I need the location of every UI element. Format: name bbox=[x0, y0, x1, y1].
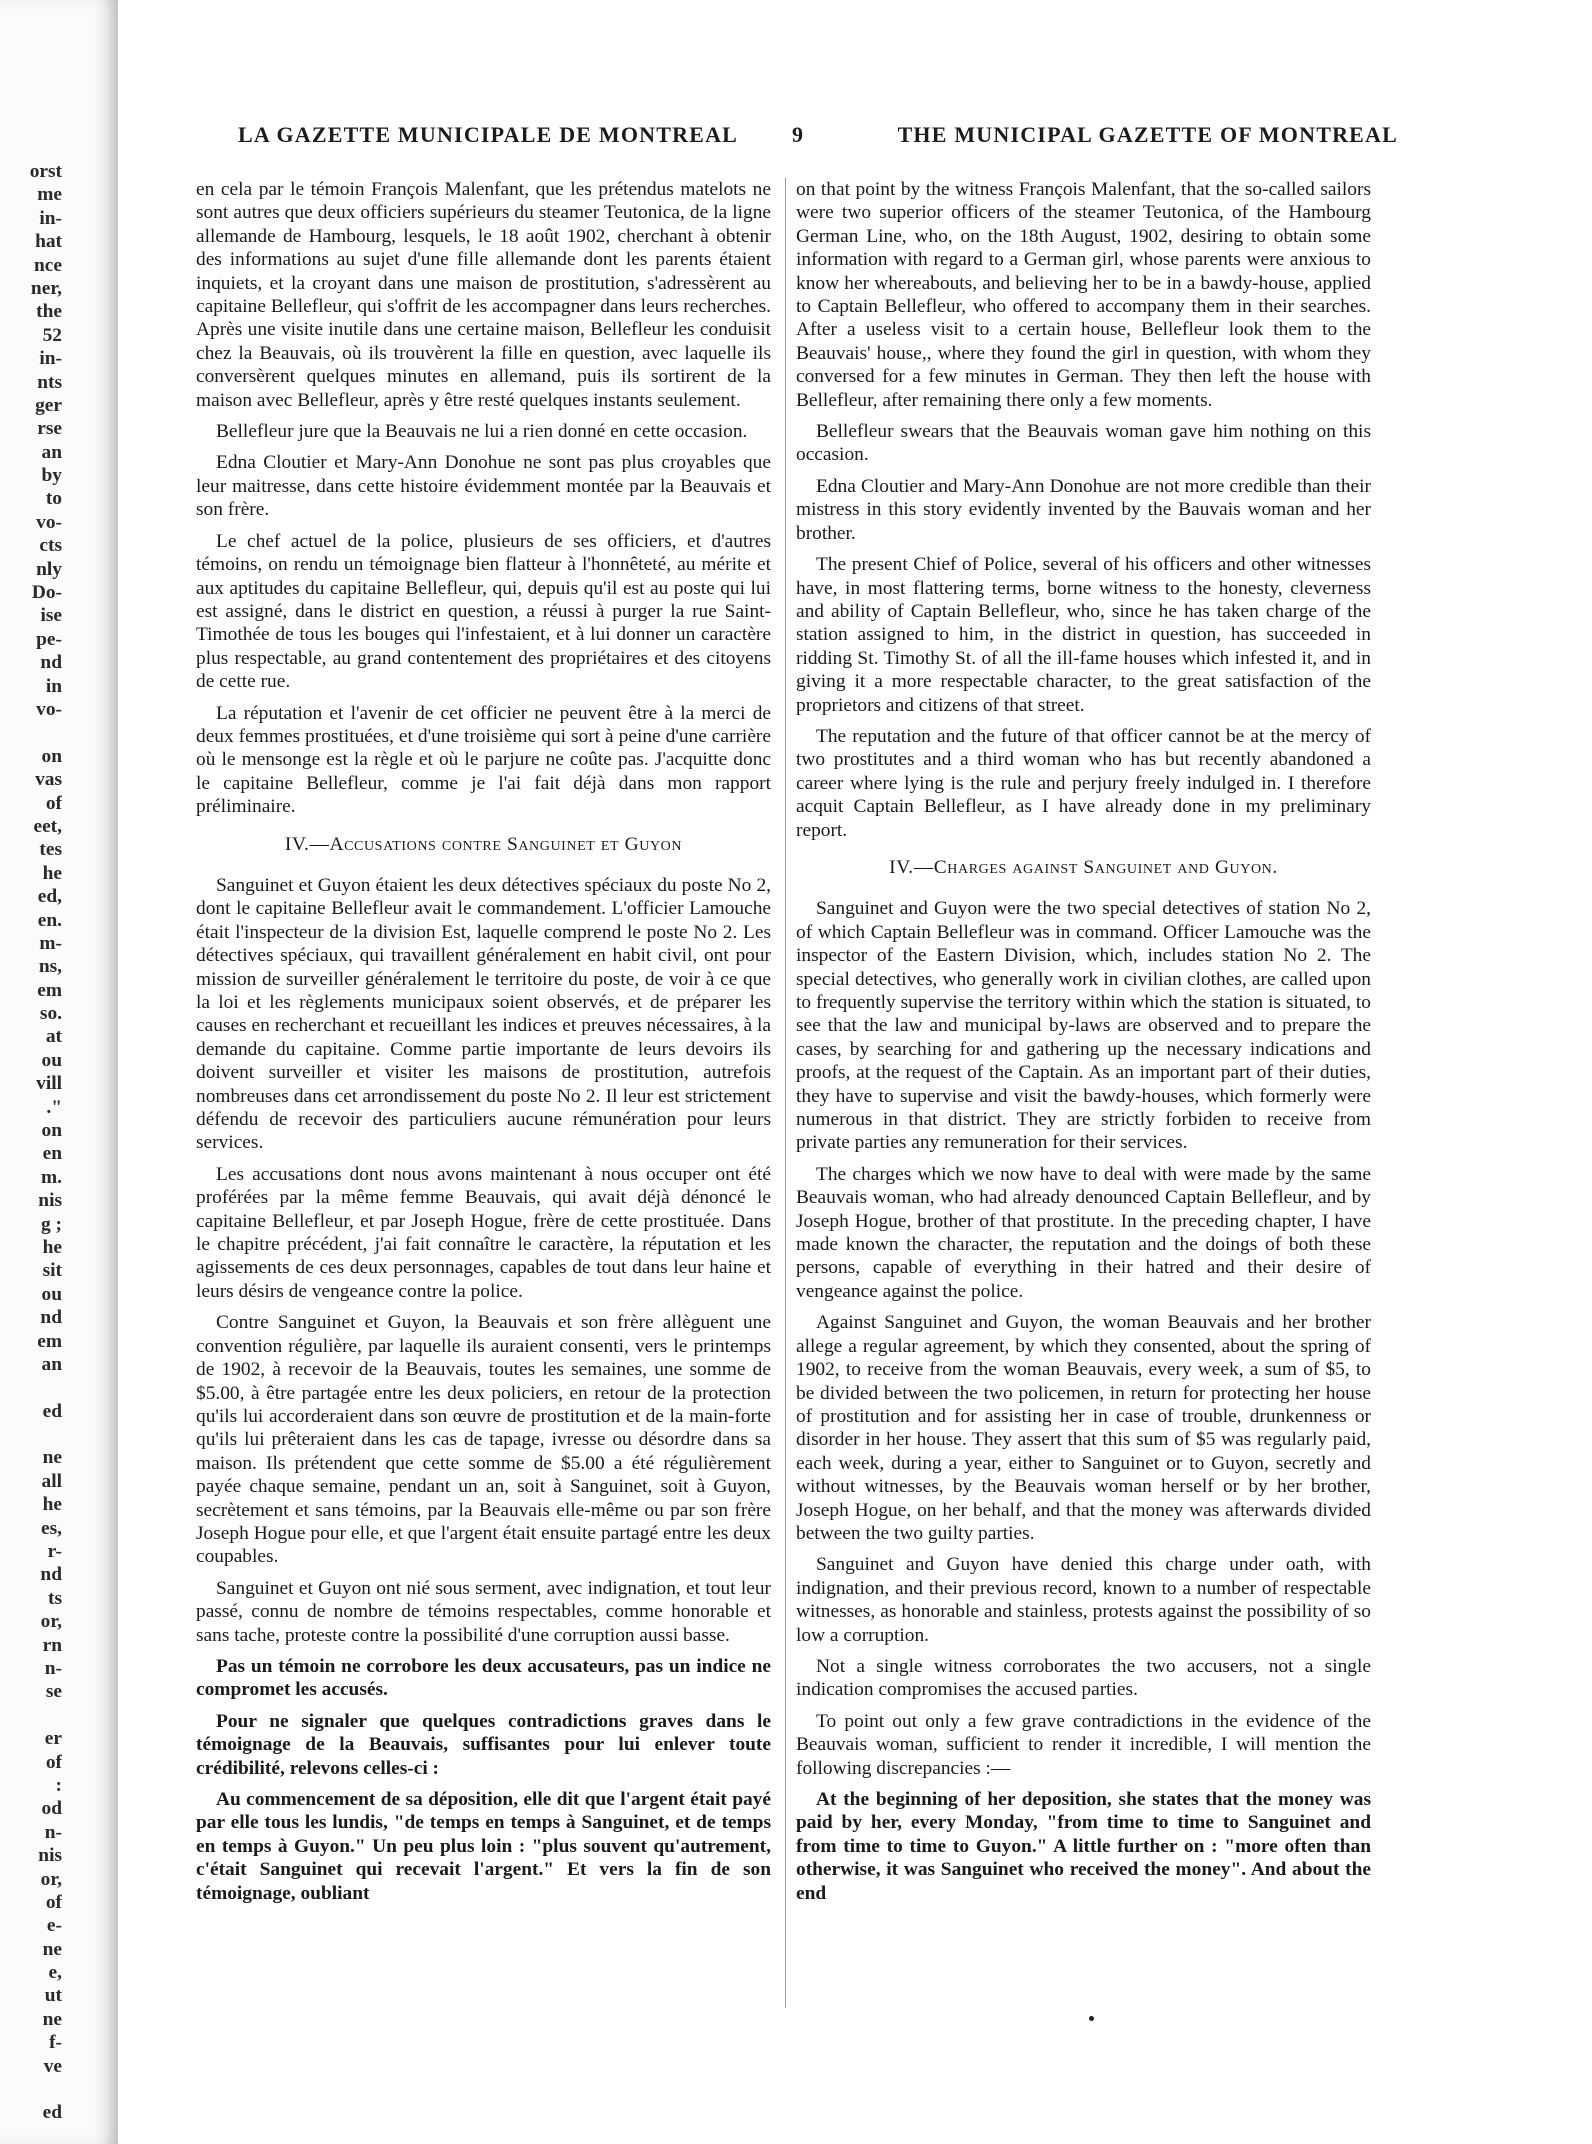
gutter-fragment: em bbox=[37, 979, 62, 1001]
gutter-fragment: ns, bbox=[38, 956, 62, 978]
paragraph: At the beginning of her deposition, she states that the money was paid by her, every Monday, "from time to time to Sanguinet and from time to time to Guyon." A little further on : "more often than otherwise, it was Sanguinet who received the money". And about the end bbox=[796, 1789, 1371, 1904]
gutter-fragment: in bbox=[45, 675, 62, 697]
gutter-fragment: he bbox=[42, 862, 62, 884]
gutter-fragment: : bbox=[55, 1774, 62, 1796]
gutter-fragment: he bbox=[42, 1494, 62, 1516]
gutter-fragment: nis bbox=[38, 1190, 62, 1212]
gutter-fragment: to bbox=[45, 488, 62, 510]
gutter-fragment: 52 bbox=[42, 324, 62, 346]
section-heading: IV.—Charges against Sanguinet and Guyon. bbox=[889, 856, 1278, 878]
gutter-fragment: nts bbox=[37, 371, 62, 393]
gutter-fragment: g ; bbox=[40, 1213, 62, 1235]
gutter-fragment: se bbox=[45, 1681, 62, 1703]
section-heading: IV.—Accusations contre Sanguinet et Guyon bbox=[284, 833, 683, 855]
gutter-fragment: ner, bbox=[30, 277, 62, 299]
gutter-fragment: of bbox=[45, 792, 62, 814]
paragraph: Sanguinet et Guyon étaient les deux détectives spéciaux du poste No 2, dont le capitaine Bellefleur avait le commandement. L'officier Lamouche était l'inspecteur de la division Est, laquelle comprend le poste No 2. Les détectives spéciaux, qui travaillent généralement en habit civil, ont pour mission de surveiller généralement le territoire du poste, de voir à ce que la loi et les règlements municipaux soient observés, et de préparer les causes en recherchant et recueillant les indices et preuves nécessaires, à la demande du capitaine. Comme partie importante de leurs devoirs ils doivent surveiller et visiter les maisons de prostitution, autrefois nombreuses dans cet arrondissement du poste No 2. Il leur est strictement défendu de recevoir des particuliers aucune rémunération pour leurs services. bbox=[196, 874, 771, 1154]
gutter-fragment: or, bbox=[40, 1868, 62, 1890]
gutter-fragment: od bbox=[41, 1798, 62, 1820]
paragraph: Edna Cloutier and Mary-Ann Donohue are not more credible than their mistress in this story evidently invented by the Bauvais woman and her brother. bbox=[796, 475, 1371, 544]
gutter-fragment: an bbox=[41, 441, 62, 463]
gutter-fragment: at bbox=[45, 1026, 62, 1048]
paragraph: Edna Cloutier et Mary-Ann Donohue ne sont pas plus croyables que leur maitresse, dans cette histoire évidemment montée par la Beauvais et son frère. bbox=[196, 452, 771, 521]
gutter-fragment: er bbox=[44, 1728, 62, 1750]
gutter-fragment: nly bbox=[36, 558, 62, 580]
paragraph: Contre Sanguinet et Guyon, la Beauvais et son frère allèguent une convention régulière, par laquelle ils auraient consenti, vers le printemps de 1902, à recevoir de la Beauvais, toutes les semaines, une somme de $5.00, à être partagée entre les deux policiers, en retour de la protection qu'ils lui accorderaient dans son œuvre de prostitution et de la main-forte qu'ils lui prêteraient dans les cas de tapage, ivresse ou désordre dans sa maison. Ils prétendent que cette somme de $5.00 a été régulièrement payée chaque semaine, pendant un an, soit à Sanguinet, soit à Guyon, secrètement et sans témoins, par la Beauvais elle-même ou par son frère Joseph Hogue pour elle, et que l'argent était ensuite partagé entre les deux coupables. bbox=[196, 1312, 771, 1568]
gutter-fragment: rn bbox=[42, 1634, 62, 1656]
gutter-fragment: in- bbox=[39, 207, 62, 229]
gutter-fragment: me bbox=[37, 184, 62, 206]
paragraph: The charges which we now have to deal with were made by the same Beauvais woman, who had already denounced Captain Bellefleur, and by Joseph Hogue, brother of that prostitute. In the preceding chapter, I have made known the character, the reputation and the doings of both these persons, capable of everything in their hatred and their desire of vengeance against the police. bbox=[796, 1163, 1371, 1302]
gutter-fragment: vill bbox=[36, 1073, 62, 1095]
gutter-fragment: hat bbox=[35, 231, 62, 253]
gutter-fragment: sit bbox=[42, 1260, 62, 1282]
gutter-fragment: orst bbox=[29, 161, 62, 182]
gutter-fragment: en. bbox=[37, 909, 62, 931]
gutter-fragment: nd bbox=[40, 652, 62, 674]
gutter-fragment: or, bbox=[40, 1611, 62, 1633]
gutter-fragment: vo- bbox=[36, 511, 62, 533]
paragraph: To point out only a few grave contradictions in the evidence of the Beauvais woman, sufficient to render it incredible, I will mention the following discrepancies :— bbox=[796, 1710, 1371, 1779]
header-title-french: LA GAZETTE MUNICIPALE DE MONTREAL bbox=[238, 122, 739, 147]
gutter-fragment: Do- bbox=[31, 582, 62, 604]
paragraph: La réputation et l'avenir de cet officier ne peuvent être à la merci de deux femmes prostituées, et d'une troisième qui sort à peine d'une carrière où le mensonge est la règle et où le parjure ne coûte pas. J'acquitte donc le capitaine Bellefleur, comme je l'ai fait déjà dans mon rapport préliminaire. bbox=[196, 702, 771, 818]
gutter-fragment: vo- bbox=[36, 698, 62, 720]
paragraph: Sanguinet and Guyon have denied this charge under oath, with indignation, and their previous record, known to a number of respectable witnesses, as honorable and stainless, protests against the possibility of so low a corruption. bbox=[796, 1554, 1371, 1646]
gutter-fragment: ed bbox=[42, 2102, 62, 2124]
gutter-fragment: ou bbox=[41, 1283, 62, 1305]
gutter-fragment: r- bbox=[47, 1541, 62, 1563]
gutter-fragment: ise bbox=[40, 605, 62, 627]
paragraph: Au commencement de sa déposition, elle dit que l'argent était payé par elle tous les lundis, "de temps en temps à Sanguinet, et de temps en temps à Guyon." Un peu plus loin : "plus souvent qu'autrement, c'était Sanguinet qui recevait l'argent." Et vers la fin de son témoignage, oubliant bbox=[196, 1789, 771, 1904]
gutter-fragment: e- bbox=[46, 1915, 62, 1937]
gutter-fragment: ne bbox=[42, 1938, 62, 1960]
gutter-fragment: all bbox=[41, 1470, 62, 1492]
gutter-fragment: tes bbox=[39, 839, 62, 861]
gutter-fragment: n- bbox=[44, 1658, 62, 1679]
column-divider bbox=[785, 178, 786, 2008]
gutter-fragment bbox=[0, 721, 62, 744]
previous-page-edge bbox=[0, 0, 118, 2144]
paragraph: Not a single witness corroborates the two accusers, not a single indication compromises the accused parties. bbox=[796, 1655, 1371, 1701]
gutter-fragment: cts bbox=[39, 535, 62, 557]
gutter-fragment: eet, bbox=[33, 815, 62, 837]
gutter-fragment: em bbox=[37, 1330, 62, 1352]
paragraph: The reputation and the future of that officer cannot be at the mercy of two prostitutes and a third woman who has but recently abandoned a career where lying is the rule and perjury freely indulged in. I therefore acquit Captain Bellefleur, as I have already done in my preliminary report. bbox=[796, 725, 1371, 841]
gutter-fragment: ne bbox=[42, 1447, 62, 1469]
gutter-fragment bbox=[0, 2078, 62, 2101]
header-title-english: THE MUNICIPAL GAZETTE OF MONTREAL bbox=[897, 122, 1398, 147]
gutter-fragment: he bbox=[42, 1236, 62, 1258]
gutter-fragment: ed bbox=[42, 1400, 62, 1422]
gutter-fragment: ts bbox=[47, 1587, 62, 1609]
english-column bbox=[796, 178, 1371, 2008]
running-header bbox=[238, 122, 1398, 158]
paragraph: Bellefleur swears that the Beauvais woman gave him nothing on this occasion. bbox=[796, 421, 1371, 466]
gutter-fragment bbox=[0, 1704, 62, 1727]
gutter-fragment: by bbox=[41, 465, 62, 487]
paragraph: Sanguinet and Guyon were the two special detectives of station No 2, of which Captain Bellefleur was in command. Officer Lamouche was the inspector of the Eastern Division, which, includes station No 2. The special detectives, who generally work in civilian clothes, are called upon to frequently supervise the territory within which the station is situated, to see that the law and municipal by-laws are observed and to prepare the cases, by searching for and gathering up the necessary indications and proofs, at the request of the Captain. As an important part of their duties, they have to supervise and visit the bawdy-houses, which formerly were numerous in that district. They are strictly forbiden to receive from private parties any remuneration for their services. bbox=[796, 898, 1371, 1154]
gutter-fragment: nis bbox=[38, 1845, 62, 1867]
gutter-fragment: vas bbox=[35, 769, 62, 791]
paragraph: Pas un témoin ne corrobore les deux accusateurs, pas un indice ne compromet les accusés. bbox=[196, 1655, 771, 1701]
gutter-fragment: nd bbox=[40, 1307, 62, 1329]
paragraph: Against Sanguinet and Guyon, the woman Beauvais and her brother allege a regular agreement, by which they consented, about the spring of 1902, to receive from the woman Beauvais, every week, a sum of $5, to be divided between the two policemen, in return for protecting her house of prostitution and for assisting her in case of trouble, drunkenness or disorder in her house. They assert that this sum of $5 was regularly paid, each week, during a year, either to Sanguinet or to Guyon, secretly and without witnesses, by the Beauvais woman herself or by her brother, Joseph Hogue, on her behalf, and that the money was afterwards divided between the two guilty parties. bbox=[796, 1312, 1371, 1544]
gutter-fragment: in- bbox=[39, 348, 62, 370]
gutter-fragment: rse bbox=[37, 418, 62, 440]
previous-page-text-fragments bbox=[0, 160, 62, 2125]
gutter-fragment: f- bbox=[49, 2032, 62, 2054]
gutter-fragment: ou bbox=[41, 1049, 62, 1071]
gutter-fragment: m- bbox=[39, 932, 62, 954]
gutter-fragment: on bbox=[41, 745, 62, 767]
gutter-fragment: nd bbox=[40, 1564, 62, 1586]
gutter-fragment: nce bbox=[34, 254, 62, 276]
gutter-fragment: of bbox=[45, 1751, 62, 1773]
gutter-fragment: an bbox=[41, 1353, 62, 1375]
gutter-fragment bbox=[0, 1423, 62, 1446]
gutter-fragment: ger bbox=[35, 394, 62, 416]
paragraph: en cela par le témoin François Malenfant, que les prétendus matelots ne sont autres que deux officiers supérieurs du steamer Teutonica, de la ligne allemande de Hambourg, lesquels, le 18 août 1902, cherchant à obtenir des informations au sujet d'une fille allemande dont les parents étaient inquiets, et la croyant dans une maison de prostitution, s'adressèrent au capitaine Bellefleur, qui s'offrit de les accompagner dans leurs recherches. Après une visite inutile dans une certaine maison, Bellefleur les conduisit chez la Beauvais, où ils trouvèrent la fille en question, avec laquelle ils conversèrent quelques minutes en allemand, puis ils sortirent de la maison avec Bellefleur, après y être resté quelques instants seulement. bbox=[196, 179, 771, 411]
gutter-fragment: en bbox=[42, 1143, 62, 1165]
gutter-fragment: ." bbox=[46, 1096, 62, 1118]
paragraph: Bellefleur jure que la Beauvais ne lui a rien donné en cette occasion. bbox=[216, 421, 748, 443]
gutter-fragment: ed, bbox=[37, 886, 62, 908]
paragraph: Les accusations dont nous avons maintenant à nous occuper ont été proférées par la même femme Beauvais, qui avait déjà dénoncé le capitaine Bellefleur, et par Joseph Hogue, frère de cette prostituée. Dans le chapitre précédent, j'ai fait connaître le caractère, la réputation et les agissements de ces deux personnages, capables de tout dans leur haine et leurs désirs de vengeance contre la police. bbox=[196, 1163, 771, 1302]
gutter-fragment: ve bbox=[43, 2055, 62, 2077]
gutter-fragment: m. bbox=[40, 1166, 62, 1188]
gutter-fragment: n- bbox=[44, 1821, 62, 1843]
gutter-fragment: on bbox=[41, 1120, 62, 1142]
gutter-fragment: pe- bbox=[36, 628, 62, 650]
paragraph: Pour ne signaler que quelques contradictions graves dans le témoignage de la Beauvais, suffisantes pour lui enlever toute crédibilité, relevons celles-ci : bbox=[196, 1710, 771, 1779]
paragraph: The present Chief of Police, several of his officers and other witnesses have, in most flattering terms, borne witness to the honesty, cleverness and ability of Captain Bellefleur, who, since he has taken charge of the station assigned to him, in the district in question, has succeeded in ridding St. Timothy St. of all the ill-fame houses which infested it, and in giving it a more respectable character, to the great satisfaction of the proprietors and citizens of that street. bbox=[796, 554, 1371, 716]
page-number: 9 bbox=[792, 122, 805, 147]
ink-speck bbox=[1089, 2016, 1094, 2021]
gutter-fragment bbox=[0, 1376, 62, 1399]
gutter-fragment: e, bbox=[48, 1962, 62, 1984]
french-column bbox=[196, 178, 771, 2008]
gutter-fragment: so. bbox=[39, 1003, 62, 1025]
paragraph: Le chef actuel de la police, plusieurs de ses officiers, et d'autres témoins, on rendu un témoignage bien flatteur à l'honnêteté, au mérite et aux aptitudes du capitaine Bellefleur, qui, depuis qu'il est au poste qui lui est assigné, dans le district en question, a réussi à purger la rue Saint-Timothée de tous les bouges qui l'infestaient, et à lui donner un caractère plus respectable, au grand contentement des propriétaires et des citoyens de cette rue. bbox=[196, 530, 771, 693]
paragraph: on that point by the witness François Malenfant, that the so-called sailors were two superior officers of the steamer Teutonica, of the Hambourg German Line, who, on the 18th August, 1902, desiring to obtain some information with regard to a German girl, whose parents were anxious to know her whereabouts, and believing her to be in a bawdy-house, applied to Captain Bellefleur, who offered to accompany them in their searches. After a useless visit to a certain house, Bellefleur look them to the Beauvais' house,, where they found the girl in question, with whom they conversed for a few minutes in German. They then left the house with Bellefleur, after remaining there only a few moments. bbox=[796, 179, 1371, 411]
gutter-fragment: es, bbox=[40, 1517, 62, 1539]
gutter-fragment: of bbox=[45, 1891, 62, 1913]
gutter-fragment: the bbox=[36, 301, 62, 323]
gutter-fragment: ne bbox=[42, 2008, 62, 2030]
gutter-fragment: ut bbox=[44, 1985, 62, 2007]
paragraph: Sanguinet et Guyon ont nié sous serment, avec indignation, et tout leur passé, connu de nombre de témoins respectables, comme honorable et sans tache, proteste contre la possibilité d'une corruption aussi basse. bbox=[196, 1577, 771, 1646]
